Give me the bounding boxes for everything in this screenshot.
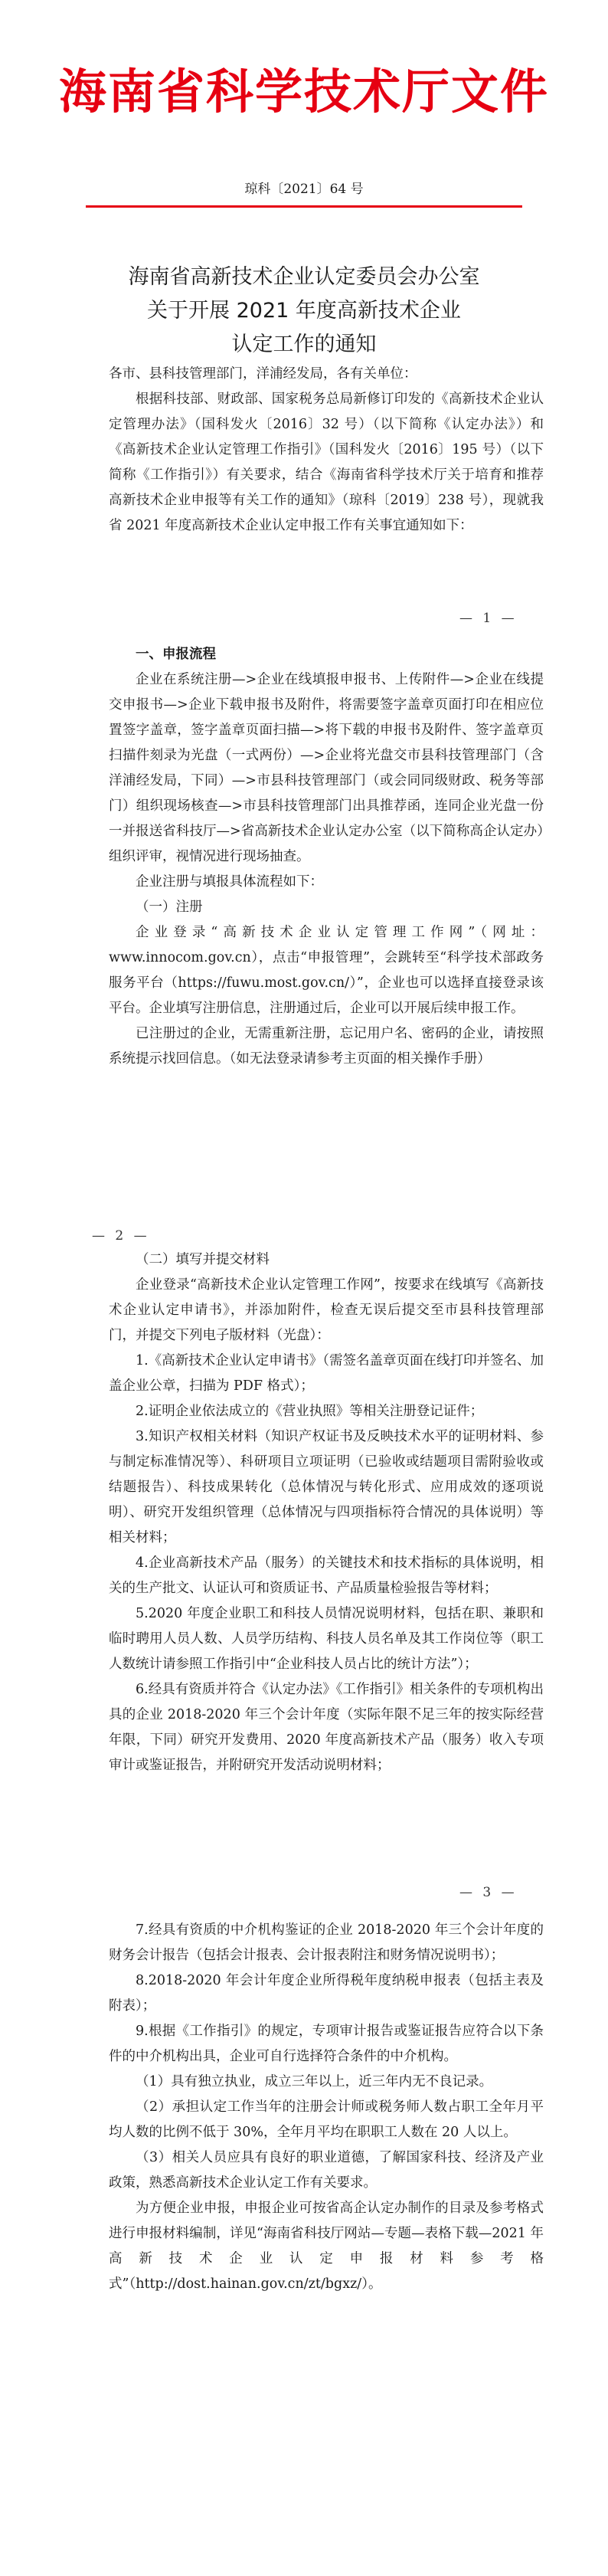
issuer-header-title: 海南省科学技术厅文件 [58,64,549,120]
list-item-3: 3.知识产权相关材料（知识产权证书及反映技术水平的证明材料、参与制定标准情况等）、科研项目立项证明（已验收或结题项目需附验收或结题报告）、科技成果转化（总体情况与转化形式、应用成效的逐项说明）、研究开发组织管理（总体情况与四项指标符合情况的具体说明）等相关材料； [109,1429,544,1545]
condition-1: （1）具有独立执业，成立三年以上，近三年内无不良记录。 [136,2074,493,2089]
document-number: 琼科〔2021〕64 号 [244,182,364,197]
body-segment-2 [109,642,544,1072]
section-heading-process: 一、申报流程 [136,647,216,662]
body-segment-4 [109,1918,544,2297]
list-item-8: 8.2018-2020 年会计年度企业所得税年度纳税申报表（包括主表及附表）； [109,1973,544,2014]
list-item-9: 9.根据《工作指引》的规定，专项审计报告或鉴证报告应符合以下条件的中介机构出具，企业可自行选择符合条件的中介机构。 [109,2024,544,2064]
red-divider-line [86,205,522,208]
condition-2: （2）承担认定工作当年的注册会计师或税务师人数占职工全年月平均人数的比例不低于 30%，全年月平均在职职工人数在 20 人以上。 [109,2099,544,2140]
list-item-4: 4.企业高新技术产品（服务）的关键技术和技术指标的具体说明，相关的生产批文、认证认可和资质证书、产品质量检验报告等材料； [109,1555,544,1596]
intro-paragraph: 根据科技部、财政部、国家税务总局新修订印发的《高新技术企业认定管理办法》（国科发火〔2016〕32 号）（以下简称《认定办法》）和《高新技术企业认定管理工作指引》（国科发火〔2016〕195 号）（以下简称《工作指引》）有关要求，结合《海南省科学技术厅关于培育和推荐高新技术企业申报等有关工作的通知》（琼科〔2019〕238 号），现就我省 2021 年度高新技术企业认定申报工作有关事宜通知如下： [109,392,544,533]
subheading-submit: （二）填写并提交材料 [136,1252,270,1267]
page-number-3: — 3 — [459,1885,518,1900]
body-segment-1 [109,362,544,539]
register-paragraph: 企业登录“高新技术企业认定管理工作网”（网址：www.innocom.gov.cn），点击“申报管理”，会跳转至“科学技术部政务服务平台（https://fuwu.most.gov.cn/）”，企业也可以选择直接登录该平台。企业填写注册信息，注册通过后，企业可以开展后续申报工作。 [109,925,544,1016]
list-item-6: 6.经具有资质并符合《认定办法》《工作指引》相关条件的专项机构出具的企业 2018-2020 年三个会计年度（实际年限不足三年的按实际经营年限，下同）研究开发费用、2020 年度高新技术产品（服务）收入专项审计或鉴证报告，并附研究开发活动说明材料； [109,1682,544,1773]
notice-title-line-3: 认定工作的通知 [231,333,377,356]
list-item-7: 7.经具有资质的中介机构鉴证的企业 2018-2020 年三个会计年度的财务会计报告（包括会计报表、会计报表附注和财务情况说明书）； [109,1922,544,1963]
notice-title-line-1: 海南省高新技术企业认定委员会办公室 [128,265,480,289]
list-item-2: 2.证明企业依法成立的《营业执照》等相关注册登记证件； [136,1404,484,1419]
page-number-1: — 1 — [459,611,518,626]
list-item-5: 5.2020 年度企业职工和科技人员情况说明材料，包括在职、兼职和临时聘用人员人数、人员学历结构、科技人员名单及其工作岗位等（职工人数统计请参照工作指引中“企业科技人员占比的统计方法”）； [109,1606,544,1672]
subheading-register: （一）注册 [136,900,203,915]
page-number-2: — 2 — [92,1228,150,1244]
condition-3: （3）相关人员应具有良好的职业道德，了解国家科技、经济及产业政策，熟悉高新技术企业认定工作有关要求。 [109,2150,544,2191]
submit-paragraph: 企业登录“高新技术企业认定管理工作网”，按要求在线填写《高新技术企业认定申请书》，并添加附件，检查无误后提交至市县科技管理部门，并提交下列电子版材料（光盘）： [109,1277,544,1343]
process-intro-line: 企业注册与填报具体流程如下： [136,874,323,890]
body-segment-3 [109,1247,544,1778]
reference-paragraph: 为方便企业申报，申报企业可按省高企认定办制作的目录及参考格式进行申报材料编制，详见“海南省科技厅网站—专题—表格下载—2021 年高新技术企业认定申报材料参考格式”（http://dost.hainan.gov.cn/zt/bgxz/）。 [109,2201,544,2292]
salutation: 各市、县科技管理部门，洋浦经发局，各有关单位： [109,366,417,382]
list-item-1: 1.《高新技术企业认定申请书》（需签名盖章页面在线打印并签名、加盖企业公章，扫描为 PDF 格式）； [109,1353,544,1394]
notice-title-line-2: 关于开展 2021 年度高新技术企业 [147,299,461,323]
process-paragraph: 企业在系统注册—>企业在线填报申报书、上传附件—>企业在线提交申报书—>企业下载申报书及附件，将需要签字盖章页面打印在相应位置签字盖章，签字盖章页面扫描—>将下载的申报书及附件、签字盖章页扫描件刻录为光盘（一式两份）—>企业将光盘交市县科技管理部门（含洋浦经发局，下同）—>市县科技管理部门（或会同同级财政、税务等部门）组织现场核查—>市县科技管理部门出具推荐函，连同企业光盘一份一并报送省科技厅—>省高新技术企业认定办公室（以下简称高企认定办）组织评审，视情况进行现场抽查。 [109,672,544,864]
notice-title [0,261,608,362]
register-note-paragraph: 已注册过的企业，无需重新注册，忘记用户名、密码的企业，请按照系统提示找回信息。（如无法登录请参考主页面的相关操作手册） [109,1026,544,1067]
